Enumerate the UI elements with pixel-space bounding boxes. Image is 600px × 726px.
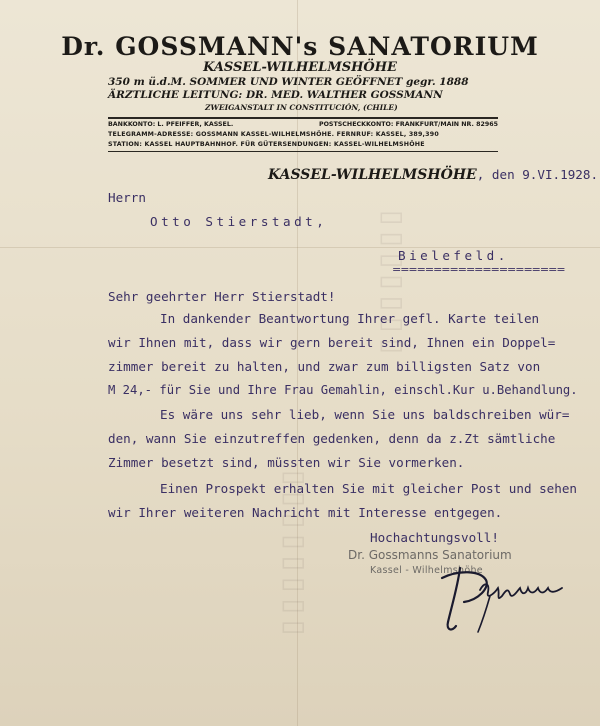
place: KASSEL-WILHELMSHÖHE	[268, 167, 477, 183]
stamp-line-2: Kassel - Wilhelmshöhe	[370, 565, 483, 576]
place-date	[268, 164, 598, 183]
greeting: Sehr geehrter Herr Stierstadt!	[108, 289, 336, 304]
recipient-name: Otto Stierstadt,	[150, 214, 328, 229]
bank-account: BANKKONTO: L. PFEIFFER, KASSEL.	[108, 121, 234, 128]
body-line: In dankender Beantwortung Ihrer gefl. Karte teilen	[160, 311, 540, 326]
divider	[108, 117, 498, 119]
recipient-city: Bielefeld.	[398, 248, 509, 263]
bank-info-row	[108, 121, 498, 128]
city-underline: =====================	[392, 263, 565, 276]
letterhead-line-3: ZWEIGANSTALT IN CONSTITUCIÓN, (CHILE)	[205, 103, 398, 112]
telegram-info: TELEGRAMM-ADRESSE: GOSSMANN KASSEL-WILHELMSHÖHE. FERNRUF: KASSEL, 389,390	[108, 131, 439, 138]
letterhead-line-2: ÄRZTLICHE LEITUNG: DR. MED. WALTHER GOSSMANN	[108, 89, 443, 101]
divider	[108, 151, 498, 152]
letterhead-subtitle: KASSEL-WILHELMSHÖHE	[203, 60, 397, 75]
body-line: M 24,- für Sie und Ihre Frau Gemahlin, einschl.Kur u.Behandlung.	[108, 383, 578, 397]
signature	[428, 560, 578, 640]
body-line: den, wann Sie einzutreffen gedenken, denn da z.Zt sämtliche	[108, 431, 556, 446]
letterhead-title: Dr. GOSSMANN's SANATORIUM	[61, 32, 539, 61]
closing: Hochachtungsvoll!	[370, 530, 499, 545]
body-line: Zimmer besetzt sind, müssten wir Sie vormerken.	[108, 455, 465, 470]
station-info: STATION: KASSEL HAUPTBAHNHOF. FÜR GÜTERSENDUNGEN: KASSEL-WILHELMSHÖHE	[108, 141, 425, 148]
date: , den 9.VI.1928.	[476, 167, 599, 182]
stamp-line-1: Dr. Gossmanns Sanatorium	[348, 548, 512, 562]
fold-line	[0, 247, 600, 248]
watermark: ▯▯▯▯▯▯▯▯	[279, 470, 312, 642]
postcheck-account: POSTSCHECKKONTO: FRANKFURT/MAIN NR. 82965	[318, 121, 498, 128]
body-line: wir Ihnen mit, dass wir gern bereit sind, Ihnen ein Doppel=	[108, 335, 556, 350]
letterhead-line-1: 350 m ü.d.M. SOMMER UND WINTER GEÖFFNET gegr. 1888	[108, 76, 469, 88]
body-line: Einen Prospekt erhalten Sie mit gleicher Post und sehen	[160, 481, 578, 496]
body-line: wir Ihrer weiteren Nachricht mit Interesse entgegen.	[108, 505, 503, 520]
body-line: Es wäre uns sehr lieb, wenn Sie uns baldschreiben wür=	[160, 407, 570, 422]
watermark: ▯▯▯▯▯▯▯	[377, 210, 410, 360]
salutation-to: Herrn	[108, 190, 146, 205]
body-line: zimmer bereit zu halten, und zwar zum billigsten Satz von	[108, 359, 541, 374]
